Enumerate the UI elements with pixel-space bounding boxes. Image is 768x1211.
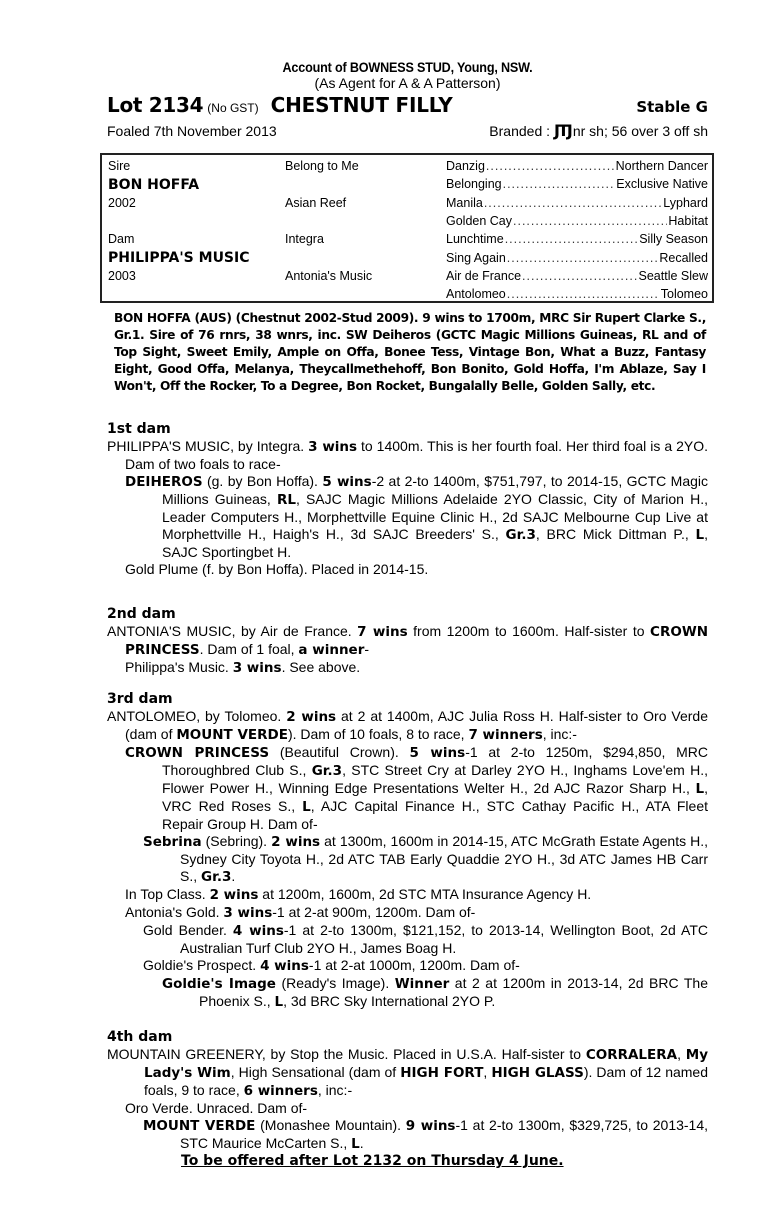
ancestor-sire: Lyphard [663, 196, 708, 210]
ancestor-sire: Northern Dancer [615, 159, 708, 173]
ancestor-sire: Habitat [668, 214, 708, 228]
agent-note: (As Agent for A & A Patterson) [314, 75, 501, 91]
lot-number: Lot 2134 [107, 93, 204, 117]
foaled-line [107, 121, 708, 141]
pedigree-row [446, 269, 708, 283]
sire-year: 2002 [108, 196, 136, 210]
progeny-entry: Philippa's Music. 3 wins. See above. [125, 659, 361, 676]
section-heading: 1st dam [107, 421, 171, 437]
branded-label: Branded : [489, 123, 551, 139]
progeny-entry: Gold Plume (f. by Bon Hoffa). Placed in 2014-15. [125, 561, 429, 577]
ancestor-sire: Exclusive Native [616, 177, 708, 191]
stable-label: Stable G [636, 98, 708, 116]
pedigree-row [446, 196, 708, 210]
progeny-entry: Oro Verde. Unraced. Dam of- [125, 1100, 308, 1116]
pedigree-row [446, 159, 708, 173]
ancestor-name: Antolomeo [446, 287, 506, 301]
progeny-entry: DEIHEROS (g. by Bon Hoffa). 5 wins-2 at 2-to 1400m, $751,797, to 2014-15, GCTC Magic Millions Guineas, RL, SAJC Magic Millions Adelaide 2YO Classic, City of Marion H., Leader Computers H., Morphettville Equine Clinic H., 2d SAJC Melbourne Cup Live at Morphettville H., Haigh's H., 3d SAJC Breeders' S., Gr.3, BRC Mick Dittman P., L, SAJC Sportingbet H. [125, 473, 709, 560]
sire-label: Sire [108, 159, 131, 173]
dam-label: Dam [108, 232, 135, 246]
grandsire-dam: Integra [285, 232, 324, 246]
progeny-entry: Goldie's Prospect. 4 wins-1 at 2-at 1000m, 1200m. Dam of- [143, 957, 520, 974]
pedigree-row [446, 177, 708, 191]
section-heading: 4th dam [107, 1029, 173, 1045]
ancestor-name: Belonging [446, 177, 502, 191]
ancestor-name: Lunchtime [446, 232, 504, 246]
ancestor-sire: Silly Season [639, 232, 708, 246]
ancestor-name: Danzig [446, 159, 485, 173]
horse-description: CHESTNUT FILLY [270, 93, 453, 117]
gst-note: (No GST) [207, 101, 259, 115]
dam-entry: ANTOLOMEO, by Tolomeo. 2 wins at 2 at 1400m, AJC Julia Ross H. Half-sister to Oro Verde (dam of MOUNT VERDE). Dam of 10 foals, 8 to race, 7 winners, inc:- [107, 708, 708, 743]
progeny-entry: MOUNT VERDE (Monashee Mountain). 9 wins-1 at 2-to 1300m, $329,725, to 2013-14, STC Maurice McCarten S., L. [143, 1117, 709, 1152]
sire-summary: BON HOFFA (AUS) (Chestnut 2002-Stud 2009). 9 wins to 1700m, MRC Sir Rupert Clarke S., Gr.1. Sire of 76 rnrs, 38 wnrs, inc. SW Deiheros (GCTC Magic Millions Guineas, RL and of Top Sight, Sweet Emily, Ample on Offa, Bonee Tess, Vintage Bon, What a Buzz, Fantasy Eight, Good Offa, Melanya, Theycallmethehoff, Bon Bonito, Gold Hoffa, I'm Ablaze, Say I Won't, Off the Rocker, To a Degree, Bon Rocket, Bungalally Belle, Golden Sally, etc. [114, 311, 706, 393]
progeny-entry: Sebrina (Sebring). 2 wins at 1300m, 1600m in 2014-15, ATC McGrath Estate Agents H., Sydney City Toyota H., 2d ATC TAB Early Quaddie 2YO H., 3d ATC James HB Carr S., Gr.3. [143, 833, 709, 885]
grandsire-sire: Belong to Me [285, 159, 359, 173]
vendor-account: Account of BOWNESS STUD, Young, NSW. [282, 59, 533, 75]
progeny-entry: In Top Class. 2 wins at 1200m, 1600m, 2d STC MTA Insurance Agency H. [125, 886, 592, 903]
ancestor-name: Manila [446, 196, 483, 210]
dam-entry: MOUNTAIN GREENERY, by Stop the Music. Placed in U.S.A. Half-sister to CORRALERA, My Lady's Wim, High Sensational (dam of HIGH FORT, HIGH GLASS). Dam of 12 named foals, 9 to race, 6 winners, inc:- [107, 1046, 709, 1099]
second-dam-section [107, 605, 708, 677]
granddam-dam: Antonia's Music [285, 269, 373, 283]
brand-info [489, 121, 708, 140]
sale-order-note: To be offered after Lot 2132 on Thursday 4 June. [181, 1153, 564, 1169]
dam-year: 2003 [108, 269, 136, 283]
dam-entry: ANTONIA'S MUSIC, by Air de France. 7 wins from 1200m to 1600m. Half-sister to CROWN PRINCESS. Dam of 1 foal, a winner- [107, 623, 709, 658]
dam-name: PHILIPPA'S MUSIC [108, 250, 250, 266]
progeny-entry: Goldie's Image (Ready's Image). Winner at 2 at 1200m in 2013-14, 2d BRC The Phoenix S., L, 3d BRC Sky International 2YO P. [162, 975, 708, 1010]
progeny-entry: Gold Bender. 4 wins-1 at 2-to 1300m, $121,152, to 2013-14, Wellington Boot, 2d ATC Australian Turf Club 2YO H., James Boag H. [143, 922, 708, 956]
foaled-date: Foaled 7th November 2013 [107, 123, 277, 139]
granddam-sire: Asian Reef [285, 196, 347, 210]
ancestor-name: Sing Again [446, 251, 506, 265]
pedigree-row [446, 287, 708, 301]
dam-entry: PHILIPPA'S MUSIC, by Integra. 3 wins to 1400m. This is her fourth foal. Her third foal is a 2YO. Dam of two foals to race- [107, 438, 708, 472]
section-heading: 3rd dam [107, 691, 173, 707]
pedigree-row [446, 251, 708, 265]
ancestor-sire: Seattle Slew [638, 269, 708, 283]
fourth-dam-section [107, 1028, 708, 1170]
brand-text: nr sh; 56 over 3 off sh [572, 123, 708, 139]
pedigree-table [100, 153, 714, 303]
pedigree-row [446, 232, 708, 246]
sire-name: BON HOFFA [108, 177, 200, 193]
ancestor-name: Air de France [446, 269, 522, 283]
lot-line [107, 93, 708, 117]
ancestor-name: Golden Cay [446, 214, 513, 228]
progeny-entry: Antonia's Gold. 3 wins-1 at 2-at 900m, 1200m. Dam of- [125, 904, 476, 921]
third-dam-section [107, 690, 708, 1011]
brand-mark-icon: JTJ [554, 121, 571, 140]
ancestor-sire: Tolomeo [660, 287, 708, 301]
section-heading: 2nd dam [107, 606, 176, 622]
ancestor-sire: Recalled [659, 251, 708, 265]
pedigree-row [446, 214, 708, 228]
progeny-entry: CROWN PRINCESS (Beautiful Crown). 5 wins-1 at 2-to 1250m, $294,850, MRC Thoroughbred Club S., Gr.3, STC Street Cry at Darley 2YO H., Inghams Love'em H., Flower Power H., Winning Edge Presentations Welter H., 2d AJC Razor Sharp H., L, VRC Red Roses S., L, AJC Capital Finance H., STC Cathay Pacific H., ATA Fleet Repair Group H. Dam of- [125, 744, 709, 832]
lot-header [107, 58, 708, 141]
first-dam-section [107, 420, 708, 578]
